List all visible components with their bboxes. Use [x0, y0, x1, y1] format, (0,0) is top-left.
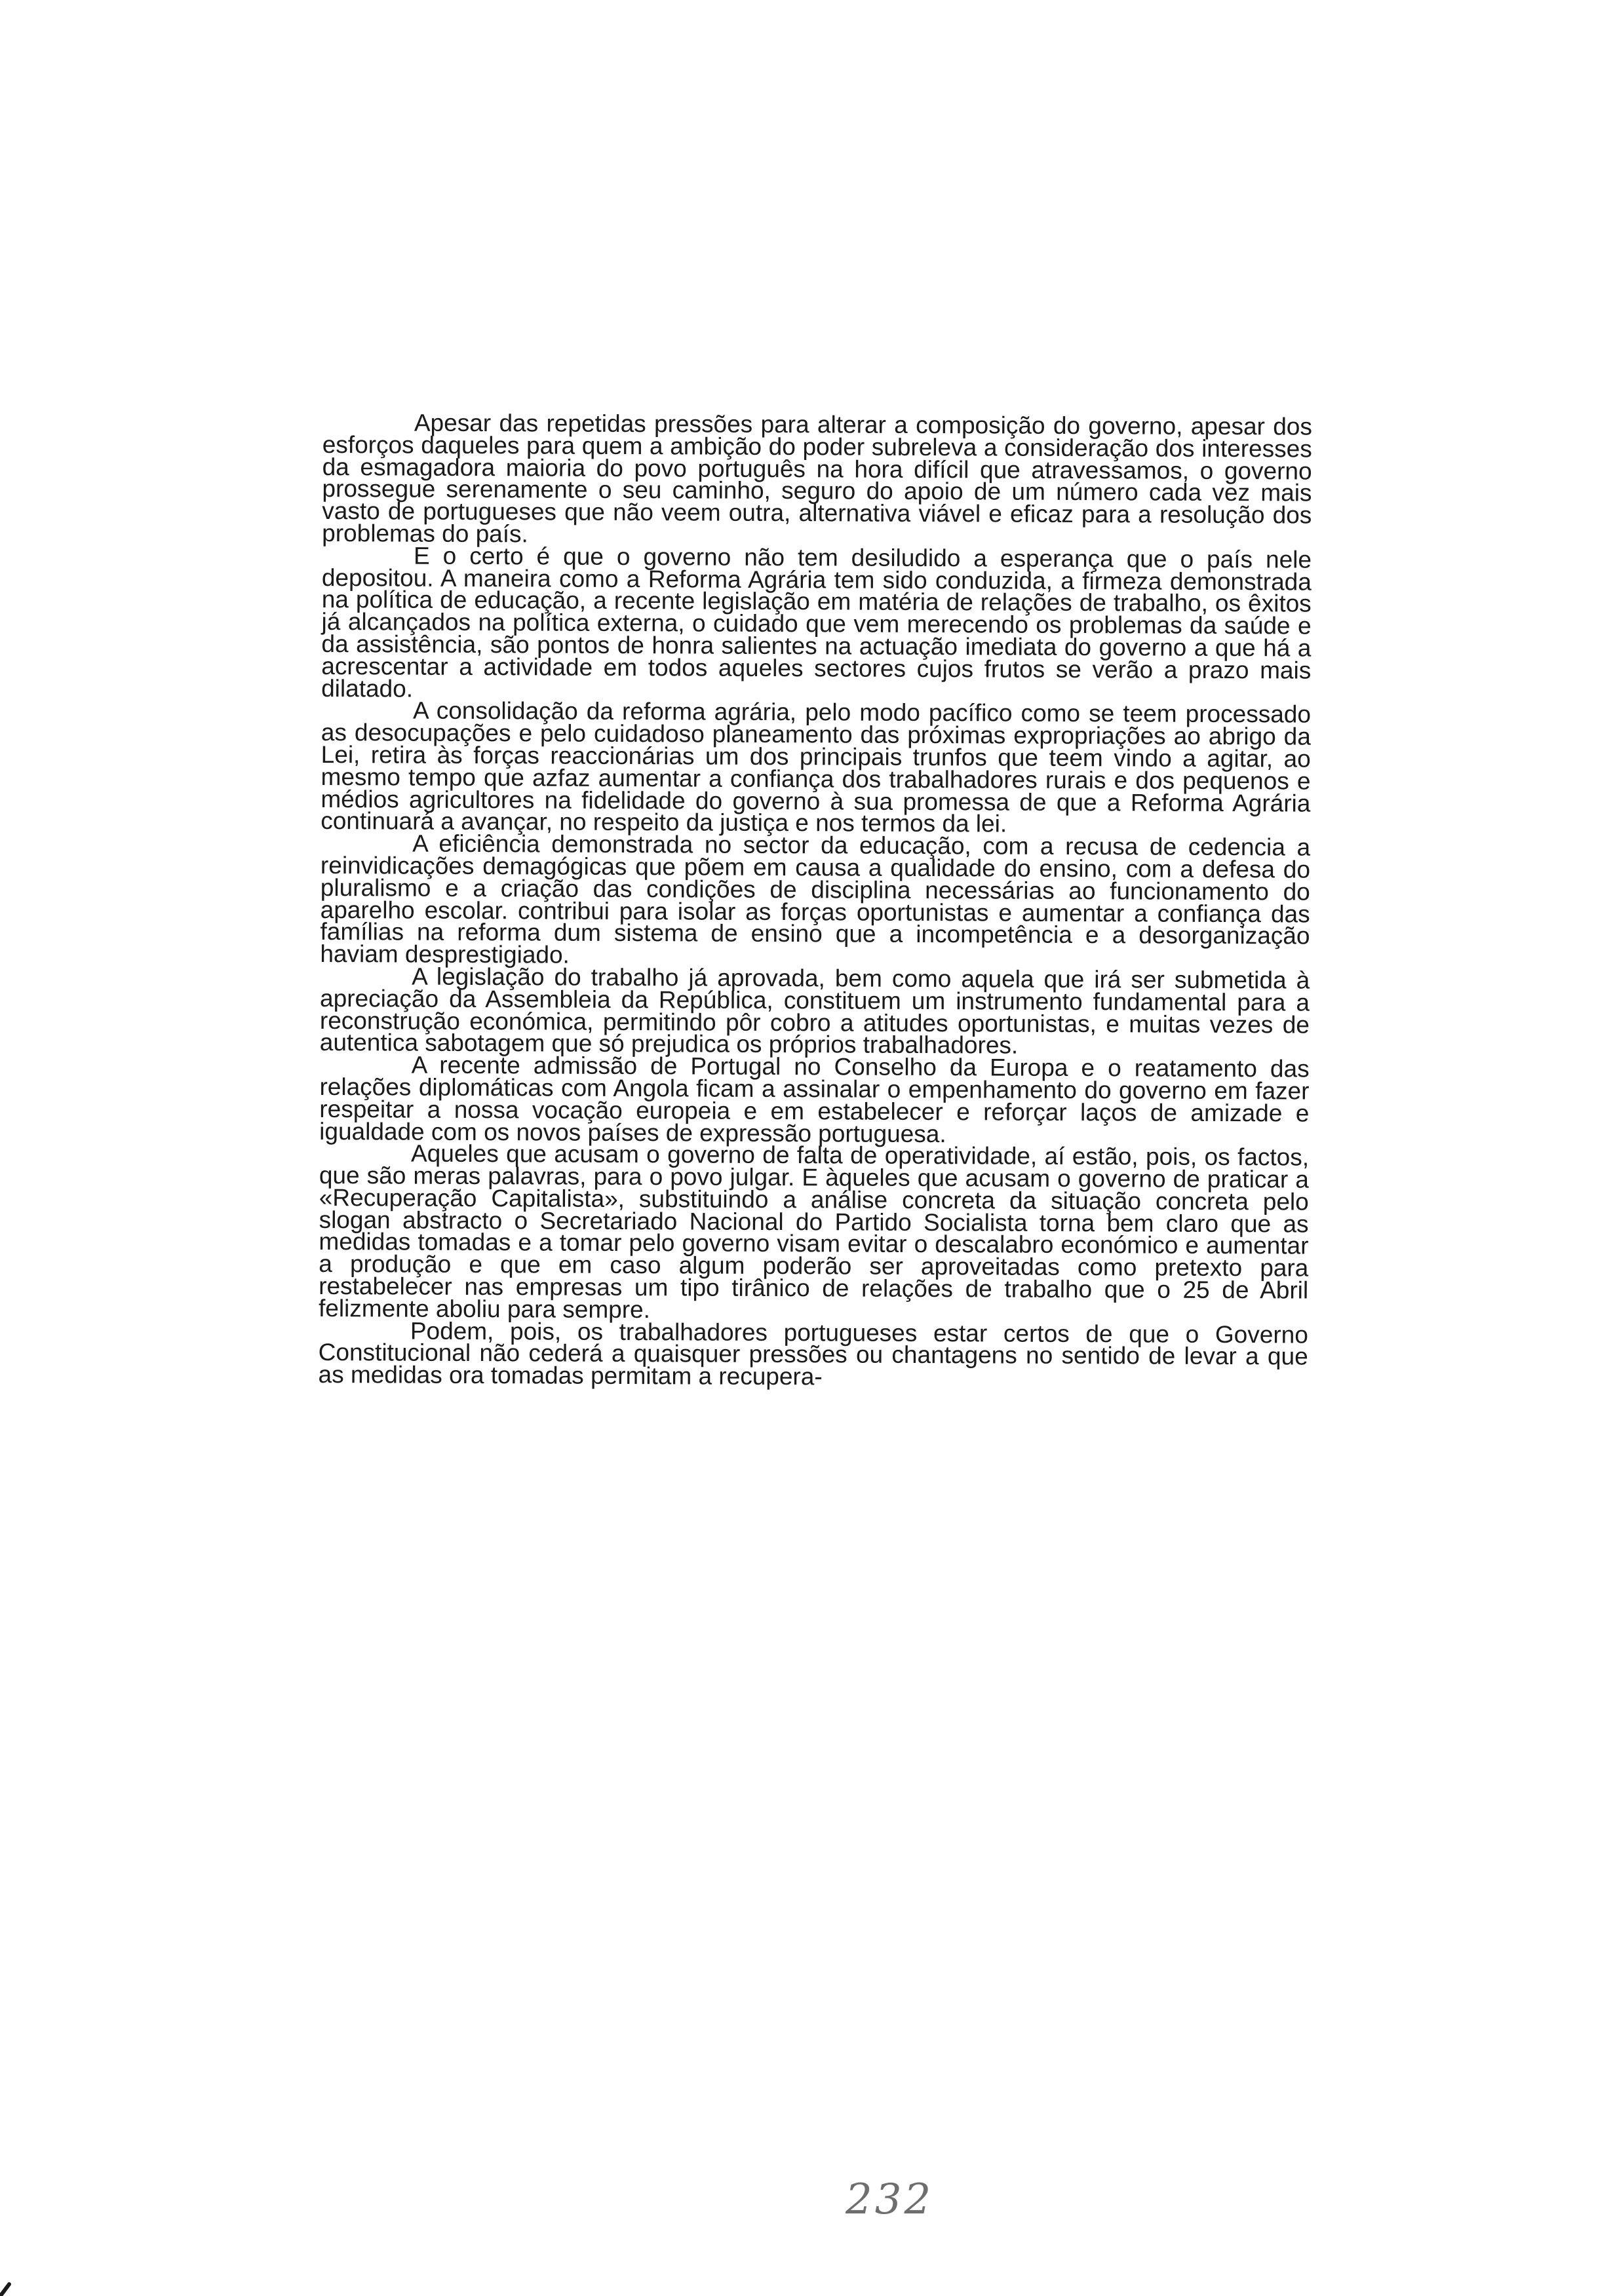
- paragraph-7: Aqueles que acusam o governo de falta de operatividade, aí estão, pois, os factos, que são meras palavras, para o povo julgar. E àqueles que acusam o governo de praticar a «Recuperação Capitalista», substituindo a análise concreta da situação concreta pelo slogan abstracto o Secretariado Nacional do Partido Socialista torna bem claro que as medidas tomadas e a tomar pelo governo visam evitar o descalabro económico e aumentar a produção e que em caso algum poderão ser aproveitadas como pretexto para restabelecer nas empresas um tipo tirânico de relações de trabalho que o 25 de Abril felizmente aboliu para sempre.: [318, 1139, 1310, 1324]
- paragraph-6: A recente admissão de Portugal no Conselho da Europa e o reatamento das relações diplomáticas com Angola ficam a assinalar o empenhamento do governo em fazer respeitar a nossa vocação europeia e em estabelecer e reforçar laços de amizade e igualdade com os novos países de expressão portuguesa.: [319, 1051, 1310, 1147]
- paragraph-1: Apesar das repetidas pressões para alterar a composição do governo, apesar dos esforços daqueles para quem a ambição do poder subreleva a consideração dos interesses da esmagadora maioria do povo português na hora difícil que atravessamos, o governo prossegue serenamente o seu caminho, seguro do apoio de um número cada vez mais vasto de portugueses que não veem outra, alternativa viável e eficaz para a resolução dos problemas do país.: [322, 409, 1313, 548]
- paragraph-4: A eficiência demonstrada no sector da educação, com a recusa de cedencia a reinvidicações demagógicas que põem em causa a qualidade do ensino, com a defesa do pluralismo e a criação das condições de disciplina necessárias ao funcionamento do aparelho escolar. contribui para isolar as forças oportunistas e aumentar a confiança das famílias na reforma dum sistema de ensino que a incompetência e a desorganização haviam desprestigiado.: [320, 830, 1311, 968]
- paragraph-3: A consolidação da reforma agrária, pelo modo pacífico como se teem processado as desocupações e pelo cuidadoso planeamento das próximas expropriações ao abrigo da Lei, retira às forças reaccionárias um dos principais trunfos que teem vindo a agitar, ao mesmo tempo que azfaz aumentar a confiança dos trabalhadores rurais e dos pequenos e médios agricultores na fidelidade do governo à sua promessa de que a Reforma Agrária continuará a avançar, no respeito da justiça e nos termos da lei.: [321, 697, 1312, 837]
- body-text: [319, 411, 1312, 1390]
- scan-mark-icon: [0, 2261, 26, 2296]
- handwritten-page-number: 232: [846, 2175, 934, 2224]
- paragraph-2: E o certo é que o governo não tem desiludido a esperança que o país nele depositou. A maneira como a Reforma Agrária tem sido conduzida, a firmeza demonstrada na política de educação, a recente legislação em matéria de relações de trabalho, os êxitos já alcançados na política externa, o cuidado que vem merecendo os problemas da saúde e da assistência, são pontos de honra salientes na actuação imediata do governo a que há a acrescentar a actividade em todos aqueles sectores cujos frutos se verão a prazo mais dilatado.: [321, 542, 1312, 702]
- paragraph-5: A legislação do trabalho já aprovada, bem como aquela que irá ser submetida à apreciação da Assembleia da República, constituem um instrumento fundamental para a reconstrução económica, permitindo pôr cobro a atitudes oportunistas, e muitas vezes de autentica sabotagem que só prejudica os próprios trabalhadores.: [319, 963, 1310, 1059]
- paragraph-8: Podem, pois, os trabalhadores portugueses estar certos de que o Governo Constitucional não cederá a quaisquer pressões ou chantagens no sentido de levar a que as medidas ora tomadas permitam a recupera-: [318, 1317, 1308, 1390]
